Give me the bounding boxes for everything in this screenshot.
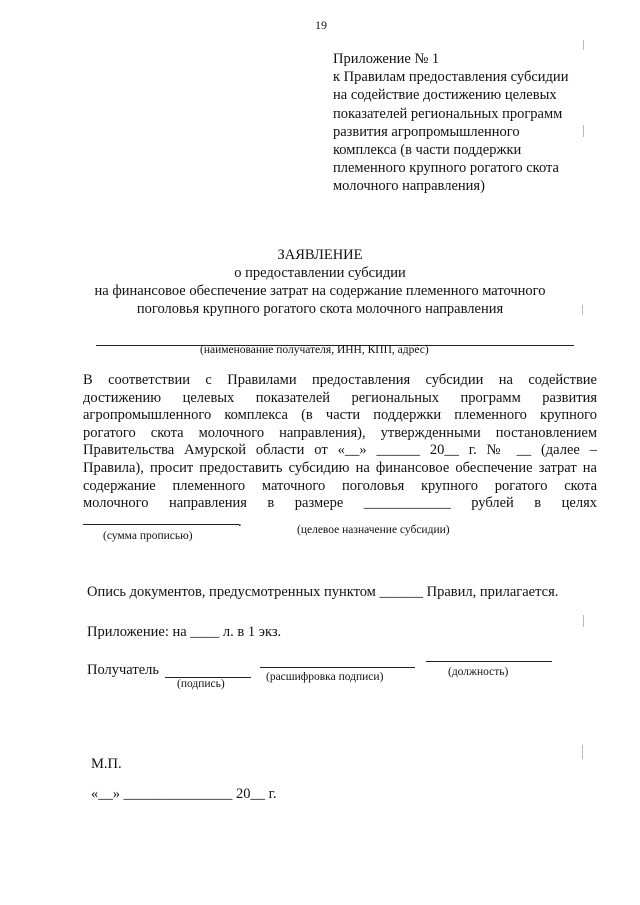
scan-margin-mark <box>582 745 583 759</box>
position-caption: (должность) <box>448 666 509 678</box>
scan-margin-mark <box>583 615 584 627</box>
inventory-statement: Опись документов, предусмотренных пунктом ______ Правил, прилагается. <box>87 584 559 600</box>
body-line: молочного направления в размере ____________ рублей в целях <box>83 495 597 512</box>
body-line: содержание племенного маточного поголовья крупного рогатого скота <box>83 477 597 494</box>
appendix-line: комплекса (в части поддержки <box>333 142 522 159</box>
decoding-fill-line <box>260 667 415 668</box>
title-line: на финансовое обеспечение затрат на содержание племенного маточного <box>94 283 546 299</box>
title-line: поголовья крупного рогатого скота молочного направления <box>136 301 504 317</box>
title-heading: ЗАЯВЛЕНИЕ <box>277 247 363 263</box>
body-line: рогатого скота молочного направления), утвержденными постановлением <box>83 424 597 441</box>
sum-words-fill-line <box>83 524 239 525</box>
appendix-line: показателей региональных программ <box>333 105 563 122</box>
scan-margin-mark <box>583 125 584 137</box>
signature-caption: (подпись) <box>177 678 225 690</box>
stamp-place: М.П. <box>91 756 122 772</box>
page-number: 19 <box>315 18 327 32</box>
purpose-caption: (целевое назначение субсидии) <box>297 524 450 536</box>
document-title <box>0 246 640 318</box>
appendix-header <box>333 50 568 196</box>
body-line: Правительства Амурской области от «__» ______ 20__ г. № __ (далее – <box>83 442 597 459</box>
sum-words-caption: (сумма прописью) <box>103 530 193 542</box>
position-fill-line <box>426 661 552 662</box>
recipient-label: Получатель <box>87 662 159 678</box>
appendix-line: к Правилам предоставления субсидии <box>333 69 569 86</box>
title-line: о предоставлении субсидии <box>234 265 406 281</box>
body-line: агропромышленного комплекса (в части поддержки племенного крупного <box>83 407 597 424</box>
recipient-caption: (наименование получателя, ИНН, КПП, адрес) <box>200 344 429 356</box>
attachment-statement: Приложение: на ____ л. в 1 экз. <box>87 624 282 640</box>
appendix-line: на содействие достижению целевых <box>333 87 557 104</box>
body-line: В соответствии с Правилами предоставления субсидии на содействие <box>83 372 597 388</box>
date-line: «__» _______________ 20__ г. <box>91 786 277 802</box>
body-line: достижению целевых показателей региональных программ развития <box>83 389 597 406</box>
appendix-line: Приложение № 1 <box>333 51 440 67</box>
body-trailing-period: . <box>238 514 242 530</box>
application-body <box>83 372 597 513</box>
scan-margin-mark <box>583 40 584 50</box>
appendix-line: племенного крупного рогатого скота <box>333 160 559 177</box>
scan-margin-mark <box>582 305 583 315</box>
appendix-line: развития агропромышленного <box>333 123 520 140</box>
decoding-caption: (расшифровка подписи) <box>266 671 384 683</box>
appendix-line: молочного направления) <box>333 178 485 195</box>
body-line: Правила), просит предоставить субсидию на финансовое обеспечение затрат на <box>83 459 597 476</box>
